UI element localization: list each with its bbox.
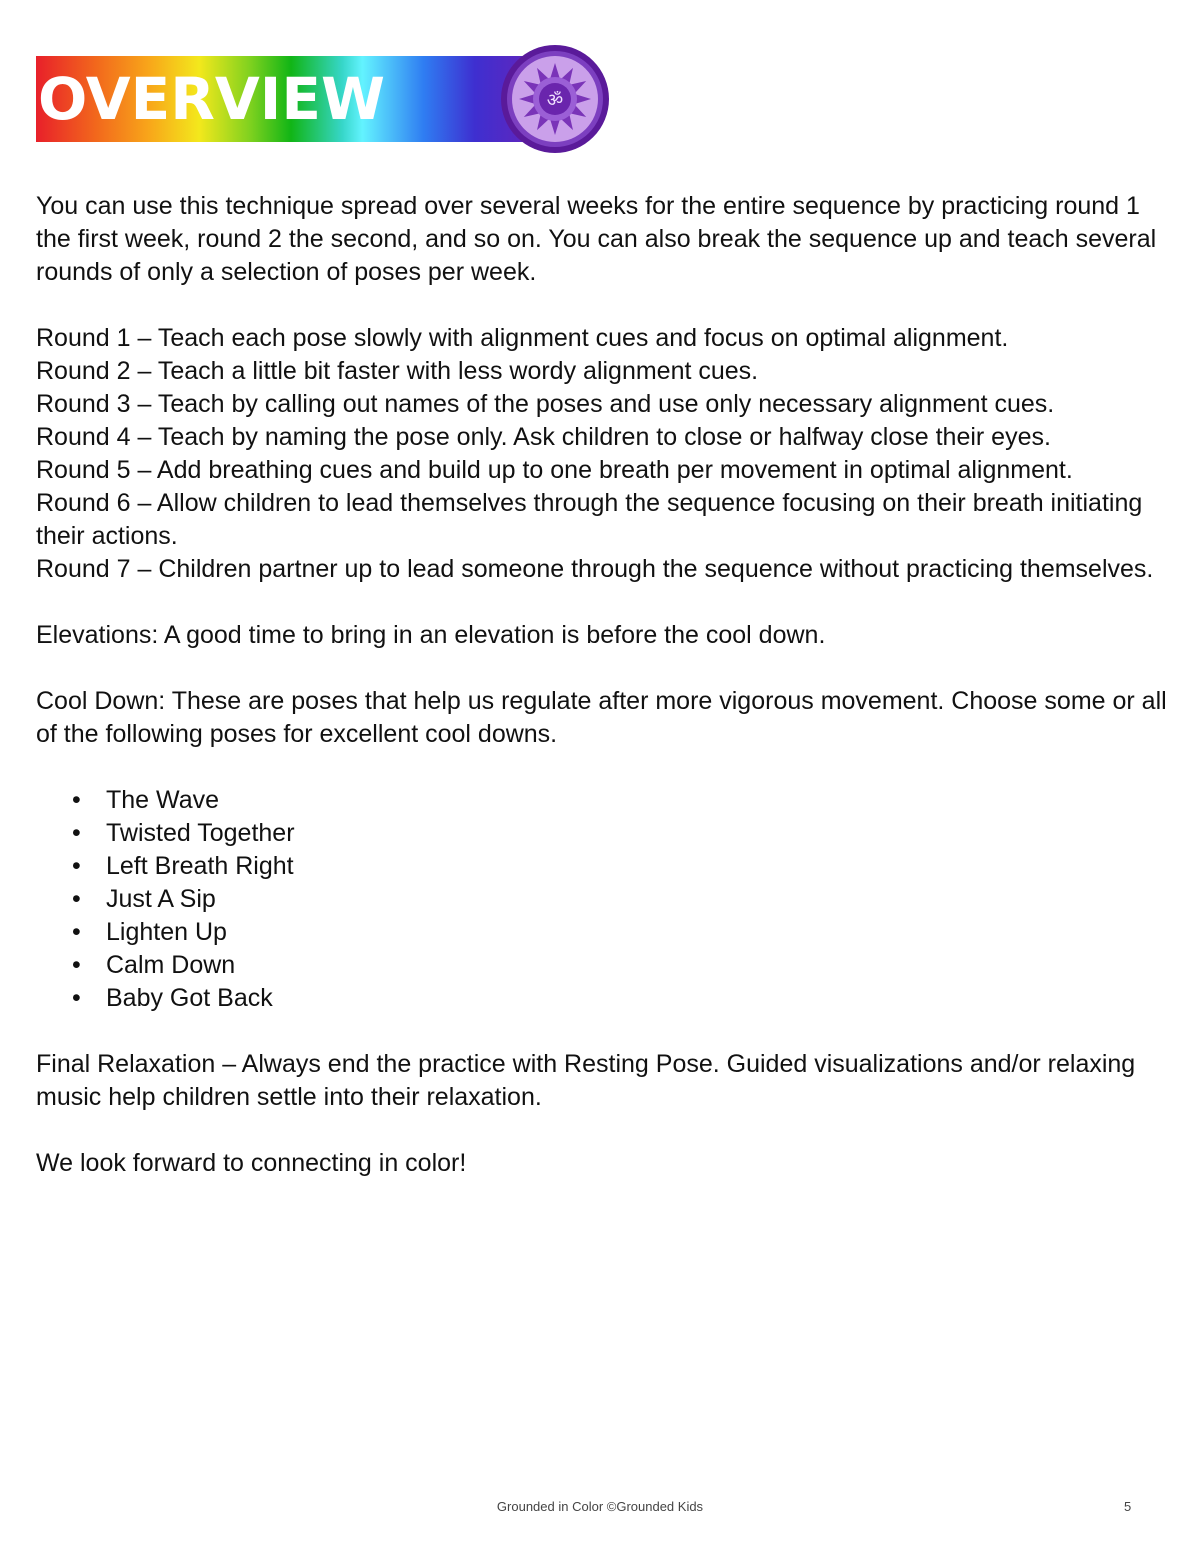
round-6: Round 6 – Allow children to lead themselves through the sequence focusing on their breath initiating their actions. bbox=[36, 489, 1143, 550]
page-title: OVERVIEW bbox=[38, 65, 385, 133]
round-2: Round 2 – Teach a little bit faster with less wordy alignment cues. bbox=[36, 357, 759, 385]
list-item: • Twisted Together bbox=[72, 817, 1171, 850]
list-item: • Calm Down bbox=[72, 949, 1171, 982]
footer-text: Grounded in Color ©Grounded Kids bbox=[496, 1499, 704, 1514]
intro-paragraph: You can use this technique spread over several weeks for the entire sequence by practicing round 1 the first week, round 2 the second, and so on. You can also break the sequence up and teach several rounds of only a selection of poses per week. bbox=[36, 192, 1157, 286]
list-item: • Left Breath Right bbox=[72, 850, 1171, 883]
body-text bbox=[36, 190, 1171, 1180]
cool-down-list bbox=[36, 784, 1171, 1015]
page-number: 5 bbox=[1124, 1499, 1132, 1514]
round-4: Round 4 – Teach by naming the pose only. Ask children to close or halfway close their eyes. bbox=[36, 423, 1051, 451]
list-item: • The Wave bbox=[72, 784, 1171, 817]
round-1: Round 1 – Teach each pose slowly with alignment cues and focus on optimal alignment. bbox=[36, 324, 1009, 352]
svg-text:ॐ: ॐ bbox=[546, 90, 564, 111]
om-chakra-icon bbox=[499, 43, 611, 155]
round-3: Round 3 – Teach by calling out names of the poses and use only necessary alignment cues. bbox=[36, 390, 1055, 418]
list-item: • Baby Got Back bbox=[72, 982, 1171, 1015]
round-5: Round 5 – Add breathing cues and build up to one breath per movement in optimal alignment. bbox=[36, 456, 1073, 484]
list-item: • Lighten Up bbox=[72, 916, 1171, 949]
closing-line: We look forward to connecting in color! bbox=[36, 1149, 467, 1177]
final-relaxation-paragraph: Final Relaxation – Always end the practice with Resting Pose. Guided visualizations and/or relaxing music help children settle into their relaxation. bbox=[36, 1050, 1136, 1111]
list-item: • Just A Sip bbox=[72, 883, 1171, 916]
round-7: Round 7 – Children partner up to lead someone through the sequence without practicing themselves. bbox=[36, 555, 1154, 583]
cool-down-paragraph: Cool Down: These are poses that help us regulate after more vigorous movement. Choose some or all of the following poses for excellent cool downs. bbox=[36, 687, 1167, 748]
elevations-paragraph: Elevations: A good time to bring in an elevation is before the cool down. bbox=[36, 621, 826, 649]
